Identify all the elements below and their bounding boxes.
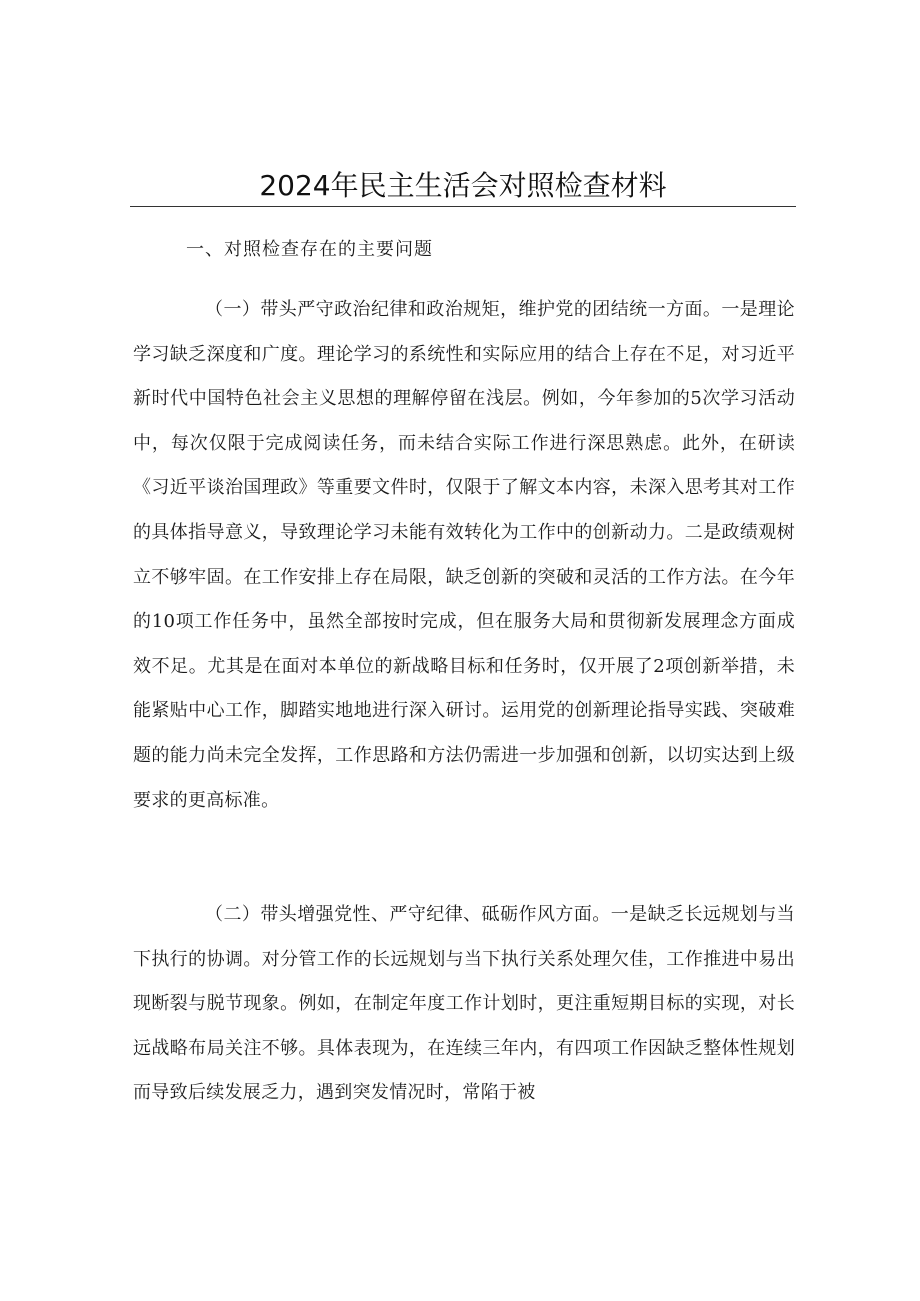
paragraph-1: （一）带头严守政治纪律和政治规矩，维护党的团结统一方面。一是理论学习缺乏深度和广度。理论学习的系统性和实际应用的结合上存在不足，对习近平新时代中国特色社会主义思想的理解停留在浅层。例如，今年参加的5次学习活动中，每次仅限于完成阅读任务，而未结合实际工作进行深思熟虑。此外，在研读《习近平谈治国理政》等重要文件时，仅限于了解文本内容，未深入思考其对工作的具体指导意义，导致理论学习未能有效转化为工作中的创新动力。二是政绩观树立不够牢固。在工作安排上存在局限，缺乏创新的突破和灵活的工作方法。在今年的10项工作任务中，虽然全部按时完成，但在服务大局和贯彻新发展理念方面成效不足。尤其是在面对本单位的新战略目标和任务时，仅开展了2项创新举措，未能紧贴中心工作，脚踏实地地进行深入研讨。运用党的创新理论指导实践、突破难题的能力尚未完全发挥，工作思路和方法仍需进一步加强和创新，以切实达到上级要求的更高标准。 — [133, 299, 795, 811]
paragraph-2: （二）带头增强党性、严守纪律、砥砺作风方面。一是缺乏长远规划与当下执行的协调。对分管工作的长远规划与当下执行关系处理欠佳，工作推进中易出现断裂与脱节现象。例如，在制定年度工作计划时，更注重短期目标的实现，对长远战略布局关注不够。具体表现为，在连续三年内，有四项工作因缺乏整体性规划而导致后续发展乏力，遇到突发情况时，常陷于被 — [133, 904, 795, 1104]
document-title: 2024年民主生活会对照检查材料 — [259, 169, 667, 202]
section-heading: 一、对照检查存在的主要问题 — [186, 239, 433, 260]
title-underline — [130, 206, 796, 207]
